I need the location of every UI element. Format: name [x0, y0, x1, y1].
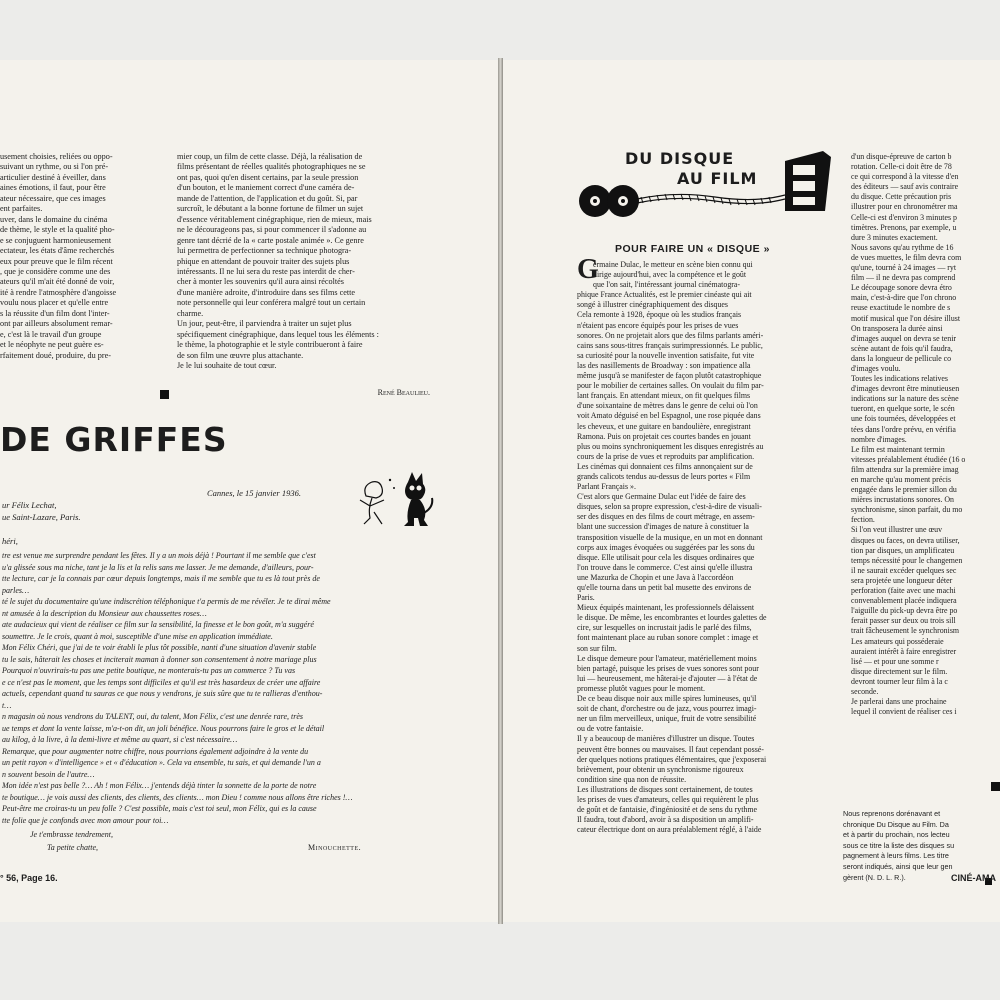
letter-greeting: héri,: [2, 536, 18, 546]
letter-text-line: te boutique… je vois aussi des clients, des clients, des clients… mon Dieu ! comme nous allons être riches !…: [2, 792, 353, 802]
right-main-text-line: qu'elle tourna dans un petit bal musette des environs de: [577, 583, 752, 592]
right-col2-text-line: dans la longueur de pellicule co: [851, 353, 952, 363]
editor-note-text-line: gèrent (N. D. L. R.).: [843, 872, 906, 882]
left-col1-text-line: eux pour preuve que le film récent: [0, 256, 113, 266]
right-col2-text-line: lisé — et pour une somme r: [851, 656, 939, 666]
letter-text-line: ue temps et dont la vente laisse, m'a-t-on dit, un joli bénéfice. Nous pourrons faire le gros et le détail: [2, 723, 325, 733]
right-col2-text-line: rotation. Celle-ci doit être de 78: [851, 162, 952, 172]
right-main-text-line: ou de votre fantaisie.: [577, 724, 644, 734]
left-col2-text-line: ont pas, quoi qu'en disent certains, par la seule pression: [177, 172, 359, 182]
letter-text-line: actuels, cependant quand tu sauras ce que nous y vendrons, je suis sûre que tu te rallieras d'enthou-: [2, 689, 323, 698]
right-col2-text-line: Le film est maintenant termin: [851, 444, 945, 454]
right-main-text-line: corps aux images évoquées ou suggérées par les sons du: [577, 542, 755, 552]
letter-text-line: tte lecture, car je la connais par cœur depuis longtemps, mais il me semble que tu es là tout près de: [2, 574, 320, 583]
right-col2-text-line: Nous savons qu'au rythme de 16: [851, 242, 954, 252]
right-col2-text-line: du disque. Cette précaution pris: [851, 192, 952, 202]
left-col2-text-line: d'essence véritablement cinégraphique, rien de mieux, mais: [177, 214, 372, 224]
right-main-text-line: pour le mobilier de certaines salles. On voulait du film par-: [577, 381, 764, 391]
right-col2-text-line: Le découpage sonore devra étro: [851, 283, 952, 293]
right-main-text-line: disques, selon sa propre expression, c'est-à-dire de visuali-: [577, 502, 762, 512]
right-col2-text-line: ferait passer sur deux ou trois sill: [851, 616, 956, 626]
right-page: [503, 60, 1000, 922]
right-main-text-line: Le disque demeure pour l'amateur, matériellement moins: [577, 653, 757, 663]
letter-text-line: nt amusée à la description du Monsieur aux chaussettes roses…: [2, 608, 207, 618]
left-col1-text-line: s la réussite d'un film dont l'inter-: [0, 308, 110, 318]
left-col1-text-line: uver, dans le domaine du cinéma: [0, 214, 108, 224]
right-col2-text-line: auraient intérêt à faire enregistrer: [851, 646, 957, 656]
right-col2-text-line: en marche qu'au moment précis: [851, 475, 952, 484]
letter-text-line: ate audacieux qui vient de réaliser ce film sur la sensibilité, la finesse et le bon goût, m'a suggéré: [2, 620, 314, 629]
right-col2-text-line: scène autant de fois qu'il faudra,: [851, 343, 953, 353]
left-col2-text-line: intéressants. Il ne lui sera du reste pas interdit de cher-: [177, 266, 355, 276]
article-subtitle: POUR FAIRE UN « DISQUE »: [615, 243, 770, 255]
right-main-text-line: Il faudra, tout d'abord, avoir à sa disposition un amplifi-: [577, 815, 754, 825]
letter-signature: Minouchette.: [308, 843, 362, 852]
right-col2-text-line: indications sur la nature des scène: [851, 394, 959, 404]
right-col2-text-line: d'images devront être minutieusen: [851, 384, 960, 394]
right-main-text-line: Paris.: [577, 593, 595, 603]
left-col2-text-line: phique en attendant de pouvoir traiter des sujets plus: [177, 256, 350, 266]
left-col1-text-line: ateur nécessaire, que ces images: [0, 193, 106, 203]
column-end-square: [991, 782, 1000, 791]
right-main-text-line: dirige aujourd'hui, avec la compétence et le goût: [593, 270, 747, 280]
left-page: [0, 60, 498, 922]
right-main-text-line: cateur électrique dont on aura préalablement réglé, à l'aide: [577, 825, 762, 835]
right-col2-text-line: synchronisme, sinon parfait, du mo: [851, 505, 963, 515]
right-main-text-line: De ce beau disque noir aux mille spires lumineuses, qu'il: [577, 694, 757, 704]
cat-illustration: [356, 468, 436, 530]
editor-note-text-line: chronique Du Disque au Film. Da: [843, 819, 949, 829]
right-main-text-line: cours de la prise de vues et reproduits par amplification.: [577, 451, 755, 461]
right-col2-text-line: motif musical que l'on désire illust: [851, 313, 961, 323]
right-main-text-line: las des nasillements de Broadway : son impatience alla: [577, 360, 751, 370]
right-col2-text-line: tion par disques, un amplificateu: [851, 545, 955, 555]
right-main-text-line: lant français. En attendant mieux, on fit quelques films: [577, 391, 751, 401]
right-col2-text-line: perforation (faite avec une machi: [851, 586, 956, 596]
header-line-1: DU DISQUE: [625, 149, 735, 168]
right-col2-text-line: seconde.: [851, 686, 879, 696]
letter-closing-1: Je t'embrasse tendrement,: [30, 830, 113, 839]
right-col2-text-line: l'aiguille du pick-up devra être po: [851, 606, 958, 616]
right-col2-text-line: trait fâcheusement le synchronism: [851, 626, 960, 636]
right-main-text-line: condition sine qua non de réussite.: [577, 774, 687, 784]
left-col1-text-line: suivant un rythme, ou si l'on pré-: [0, 162, 109, 172]
right-main-text-line: Les cinémas qui donnaient ces films annonçaient sur de: [577, 461, 753, 471]
left-column-1: [0, 152, 147, 361]
letter-text-line: e ce n'est pas le moment, que les temps sont difficiles et qu'il est très hasardeux de créer une affaire: [2, 677, 321, 687]
right-main-text-line: disque. Elle utilisait pour cela les disques ordinaires que: [577, 552, 755, 562]
letter-text-line: Remarque, que pour augmenter notre chiffre, nous pourrions également adjoindre à la vente du: [2, 746, 309, 756]
left-col2-text-line: mier coup, un film de cette classe. Déjà, la réalisation de: [177, 152, 363, 161]
right-main-text-line: cains sans sous-titres français surimpressionnés. Le public,: [577, 340, 763, 350]
right-col2-text-line: Si l'on veut illustrer une œuv: [851, 525, 943, 535]
right-col2-text-line: une fois tournées, développées et: [851, 414, 956, 424]
left-col1-text-line: ent parfaites.: [0, 204, 43, 214]
left-col2-text-line: spécifiquement cinégraphique, dans lequel tous les éléments :: [177, 329, 379, 339]
left-column-2: [177, 152, 435, 372]
letter-text-line: t…: [2, 700, 12, 710]
editor-note-text-line: seront indiqués, ainsi que leur gen: [843, 861, 953, 871]
right-column-2: [851, 152, 1000, 717]
right-main-text-line: l'on trouve dans le commerce. C'est ainsi qu'elle illustra: [577, 562, 753, 572]
right-main-text-line: n'étaient pas encore équipés pour les prises de vues: [577, 320, 739, 330]
editor-note-text-line: pagnement à leurs films. Les titre: [843, 851, 949, 861]
right-col2-text-line: des éditeurs — sauf avis contraire: [851, 182, 959, 192]
right-main-text-line: sa curiosité pour la nouvelle invention satisfaite, fut vite: [577, 350, 755, 360]
left-col1-text-line: , que je considère comme une des: [0, 266, 111, 276]
left-col2-text-line: d'une manière adroite, d'introduire dans ses films cette: [177, 287, 356, 297]
left-col2-text-line: note personnelle qui leur conférera malgré tout un certain: [177, 298, 366, 308]
page-footer-right: CINÉ-AMA: [951, 873, 996, 883]
left-col2-text-line: Je le lui souhaite de tout cœur.: [177, 361, 277, 371]
left-col2-text-line: charme.: [177, 308, 204, 318]
letter-text-line: té le sujet du documentaire qu'une indiscrétion téléphonique t'a permis de me révéler. Je te dirai même: [2, 597, 331, 606]
right-col2-text-line: film — il ne devra pas comprend: [851, 273, 956, 283]
letter-text-line: au kilog, à la livre, à la demi-livre et même au quart, si c'est nécessaire…: [2, 735, 238, 744]
editor-note-text-line: Nous reprenons dorénavant et: [843, 809, 941, 818]
right-main-text-line: brièvement, pour obtenir un synchronisme rigoureux: [577, 764, 744, 774]
address-line-1: ur Félix Lechat,: [2, 500, 57, 510]
letter-text-line: Peut-être me croiras-tu un peu folle ? C'est possible, mais c'est toi seul, mon Félix, qui es la cause: [2, 804, 317, 813]
right-col2-text-line: timètres. Prenons, par exemple, u: [851, 222, 957, 232]
right-main-text-line: transposition visuelle de la musique, en un mot en donnant: [577, 532, 763, 542]
right-main-text-line: peuvent être bonnes ou mauvaises. Il faut cependant possé-: [577, 744, 764, 754]
right-main-text-line: ner un film merveilleux, unique, fruit de votre sensibilité: [577, 714, 757, 724]
article-signature: René Beaulieu.: [377, 388, 430, 397]
right-col2-text-line: film attendra sur la première imag: [851, 464, 959, 474]
right-main-text-line: voit Amato déguisé en bel Espagnol, une rose piquée dans: [577, 411, 761, 421]
left-col2-text-line: le thème, la photographie et le style contribueront à faire: [177, 340, 363, 350]
editor-note-text-line: et à partir du prochain, nos lecteu: [843, 830, 950, 840]
right-main-text-line: que l'on sait, l'intéressant journal cinématogra-: [593, 280, 741, 290]
left-col2-text-line: films présentant de réelles qualités photographiques ne se: [177, 162, 366, 172]
left-col2-text-line: Un jour, peut-être, il parviendra à traiter un sujet plus: [177, 319, 352, 329]
header-line-2: AU FILM: [677, 169, 758, 188]
right-main-text-line: Les illustrations de disques sont certainement, de toutes: [577, 784, 753, 794]
right-main-text-line: Parlant Français ».: [577, 482, 636, 492]
left-col2-text-line: mande de l'attention, de l'application et du goût. Si, par: [177, 193, 358, 203]
right-col2-text-line: mières incrustations sonores. On: [851, 495, 954, 505]
right-main-text-line: lui — heureusement, me hâterai-je d'ajouter — à l'état de: [577, 673, 758, 683]
right-col2-text-line: On transposera la durée ainsi: [851, 323, 943, 333]
place-date: Cannes, le 15 janvier 1936.: [207, 488, 301, 498]
right-main-text-line: phique France Actualités, est le premier cinéaste qui ait: [577, 290, 752, 300]
right-col2-text-line: disque directement sur le film.: [851, 666, 948, 676]
right-col2-text-line: devront tourner leur film à la c: [851, 676, 948, 686]
right-col2-text-line: illustrer pour en chronométrer ma: [851, 202, 958, 212]
right-main-text-line: der quelques notions pratiques élémentaires, que j'exposerai: [577, 754, 767, 764]
letter-text-line: tu le sais, hâterait les choses et inciterait maman à donner son consentement à notre mariage plus: [2, 654, 317, 664]
letter-text-line: Mon Félix Chéri, que j'ai de te voir établi le plus tôt possible, nanti d'une situation d'avenir stable: [2, 643, 317, 652]
right-main-text-line: Cela remonte à 1928, époque où les studios français: [577, 310, 742, 320]
right-col2-text-line: tées dans l'ordre prévu, en vérifia: [851, 424, 956, 434]
film-strip-illustration: [635, 147, 835, 217]
right-col2-text-line: ce qui correspond à la vitesse d'en: [851, 172, 959, 182]
right-main-text-line: Ramona. Puis on projetait ces courtes bandes en jouant: [577, 431, 751, 441]
dropcap: G: [577, 254, 599, 285]
right-col2-text-line: lequel il convient de réaliser ces i: [851, 707, 957, 717]
letter-text-line: u'a glissée sous ma niche, tant je la lis et la relis sans me lasser. Je me demande, d'ailleurs, pour-: [2, 562, 314, 572]
right-main-text-line: le disque. De même, les encombrantes et lourdes galettes de: [577, 613, 767, 623]
letter-text-line: parles…: [2, 585, 30, 595]
right-col2-text-line: de vues muettes, le film devra com: [851, 252, 962, 262]
left-col1-text-line: de thème, le style et la qualité pho-: [0, 225, 115, 235]
right-main-text-line: d'une soixantaine de mètres dans le genre de celui où l'on: [577, 401, 758, 411]
letter-closing-2: Ta petite chatte,: [47, 843, 99, 852]
letter-body: [2, 550, 438, 826]
right-col2-text-line: tueront, en quelque sorte, le scén: [851, 404, 955, 414]
letter-text-line: Pourquoi n'ouvrirais-tu pas une petite boutique, ne monterais-tu pas un commerce ? Tu vas: [2, 666, 296, 675]
left-col1-text-line: voulu nous placer et qu'elle entre: [0, 298, 109, 308]
right-main-text-line: blant une succession d'images de nature à constituer la: [577, 522, 749, 532]
left-col2-text-line: de son film une œuvre plus attachante.: [177, 350, 304, 360]
right-col2-text-line: Les amateurs qui posséderaie: [851, 636, 944, 646]
left-col1-text-line: ont par ailleurs absolument remar-: [0, 319, 113, 329]
left-col2-text-line: genre tant décrié de la « carte postale animée ». Ce genre: [177, 235, 364, 245]
right-main-text-line: même jusqu'à se manifester de façon plutôt catastrophique: [577, 371, 762, 381]
right-col2-text-line: Toutes les indications relatives: [851, 374, 948, 384]
right-col2-text-line: d'images auquel on devra se tenir: [851, 333, 957, 343]
right-main-text-line: une Mazurka de Chopin et une Java à l'accordéon: [577, 572, 734, 582]
right-col2-text-line: engagée dans le premier sillon du: [851, 485, 957, 495]
right-col2-text-line: Je parlerai dans une prochaine: [851, 697, 947, 707]
left-col1-text-line: aines émotions, il faut, pour être: [0, 183, 106, 193]
left-col2-text-line: ne le décourageons pas, si pour commencer il s'adonne au: [177, 225, 367, 235]
right-main-text-line: soit de chant, d'orchestre ou de jazz, vous pourrez imagi-: [577, 704, 757, 714]
letter-text-line: soumettre. Je le crois, quant à moi, susceptible d'une mise en application immédiate.: [2, 631, 273, 641]
right-col2-text-line: qu'une, tourné à 24 images — ryt: [851, 263, 957, 273]
right-main-text-line: plus ou moins synchroniquement les disques enregistrés au: [577, 441, 764, 451]
right-main-column: [577, 260, 832, 835]
right-col2-text-line: il ne saurait excéder quelques sec: [851, 565, 957, 575]
right-col2-text-line: nombre d'images.: [851, 434, 907, 444]
letter-text-line: n magasin où nous vendrons du TALENT, oui, du talent, Mon Félix, c'est une denrée rare, très: [2, 712, 304, 721]
letter-text-line: tte folie que je confonds avec mon amour pour toi…: [2, 815, 169, 825]
left-col1-text-line: articulier destiné à éveiller, dans: [0, 172, 106, 182]
left-col1-text-line: e, c'est là le travail d'un groupe: [0, 329, 102, 339]
right-col2-text-line: temps nécessité pour le changemen: [851, 555, 963, 565]
left-col2-text-line: surcroît, le débutant a la bonne fortune de filmer un sujet: [177, 204, 364, 214]
letter-text-line: un petit rayon « d'intelligence » et « d'éducation ». Cela va ensemble, tu sais, et qui demande l'un a: [2, 758, 321, 767]
right-main-text-line: ermaine Dulac, le metteur en scène bien connu qui: [593, 260, 753, 269]
letter-text-line: Mon idée n'est pas belle ?… Ah ! mon Félix… j'entends déjà tinter la sonnette de la porte de notre: [2, 781, 317, 790]
letter-text-line: tre est venue me surprendre pendant les fêtes. Il y a un mois déjà ! Pourtant il me semble que c'est: [2, 551, 316, 560]
right-main-text-line: cire, sur lesquelles on incrustait jadis le parlé des films,: [577, 623, 752, 633]
left-col2-text-line: lui permettra de perfectionner sa technique photogra-: [177, 246, 352, 256]
right-col2-text-line: reuse exactitude le nombre de s: [851, 303, 951, 313]
right-main-text-line: Mieux équipés maintenant, les professionnels délaissent: [577, 603, 755, 613]
left-col1-text-line: rfaitement doué, produire, du pre-: [0, 350, 111, 360]
right-col2-text-line: Celle-ci est d'environ 3 minutes p: [851, 212, 957, 222]
right-main-text-line: les prises de vues d'amateurs, celles qui requièrent le plus: [577, 794, 759, 804]
right-main-text-line: promesse plutôt vagues pour le moment.: [577, 683, 705, 693]
editor-note-text-line: sous ce titre la liste des disques su: [843, 840, 955, 850]
left-col1-text-line: ectateur, les états d'âme recherchés: [0, 246, 115, 256]
left-col1-text-line: usement choisies, reliées ou oppo-: [0, 152, 113, 161]
page-footer: ° 56, Page 16.: [0, 873, 58, 883]
left-col2-text-line: d'un bouton, et le maniement correct d'une caméra de-: [177, 183, 355, 193]
right-col2-text-line: main, c'est-à-dire que l'on chrono: [851, 293, 957, 303]
right-main-text-line: les cheveux, et une guitare en bandoulière, enregistrant: [577, 421, 751, 431]
left-col1-text-line: ateurs qu'il m'ait été donné de voir,: [0, 277, 115, 287]
right-col2-text-line: d'images voulu.: [851, 363, 901, 373]
letter-text-line: n souvent besoin de l'autre…: [2, 769, 95, 779]
right-col2-text-line: fection.: [851, 515, 875, 525]
left-col1-text-line: e se conjuguent harmonieusement: [0, 235, 112, 245]
section-title: DE GRIFFES: [0, 420, 228, 459]
right-col2-text-line: d'un disque-épreuve de carton b: [851, 152, 952, 161]
section-end-square: [160, 390, 169, 399]
right-col2-text-line: vitesses préalablement étudiée (16 o: [851, 454, 966, 464]
right-col2-text-line: convenablement placée indiquera: [851, 596, 957, 606]
right-main-text-line: songé à illustrer cinégraphiquement des disques: [577, 300, 728, 310]
right-main-text-line: grands calicots tendus au-dessus de leurs portes « Film: [577, 471, 751, 481]
right-col2-text-line: sera projetée une longueur déter: [851, 575, 953, 585]
article-header: [573, 147, 838, 232]
left-col1-text-line: et le néophyte ne peut guère es-: [0, 340, 104, 350]
right-col2-text-line: dure 3 minutes exactement.: [851, 232, 938, 242]
right-main-text-line: sonores. On ne projetait alors que des films parlants améri-: [577, 330, 764, 340]
right-main-text-line: bien partagé, puisque les prises de vues sonores sont pour: [577, 663, 759, 673]
right-main-text-line: C'est alors que Germaine Dulac eut l'idée de faire des: [577, 492, 746, 502]
right-main-text-line: font maintenant place au ruban sonore complet : image et: [577, 633, 759, 643]
left-col1-text-line: ité à rendre l'atmosphère d'angoisse: [0, 287, 117, 297]
right-col2-text-line: disques ou faces, on devra utiliser,: [851, 535, 960, 545]
address-line-2: ue Saint-Lazare, Paris.: [2, 512, 81, 522]
right-main-text-line: son sur film.: [577, 643, 617, 653]
right-main-text-line: de goût et de fantaisie, d'ingéniosité et de sens du rythme: [577, 805, 758, 815]
right-main-text-line: ser des disques en des films de court métrage, en assem-: [577, 512, 755, 522]
right-main-text-line: Il y a beaucoup de manières d'illustrer un disque. Toutes: [577, 734, 755, 744]
left-col2-text-line: cher à monter les souvenirs qu'il aura ainsi récoltés: [177, 277, 344, 287]
